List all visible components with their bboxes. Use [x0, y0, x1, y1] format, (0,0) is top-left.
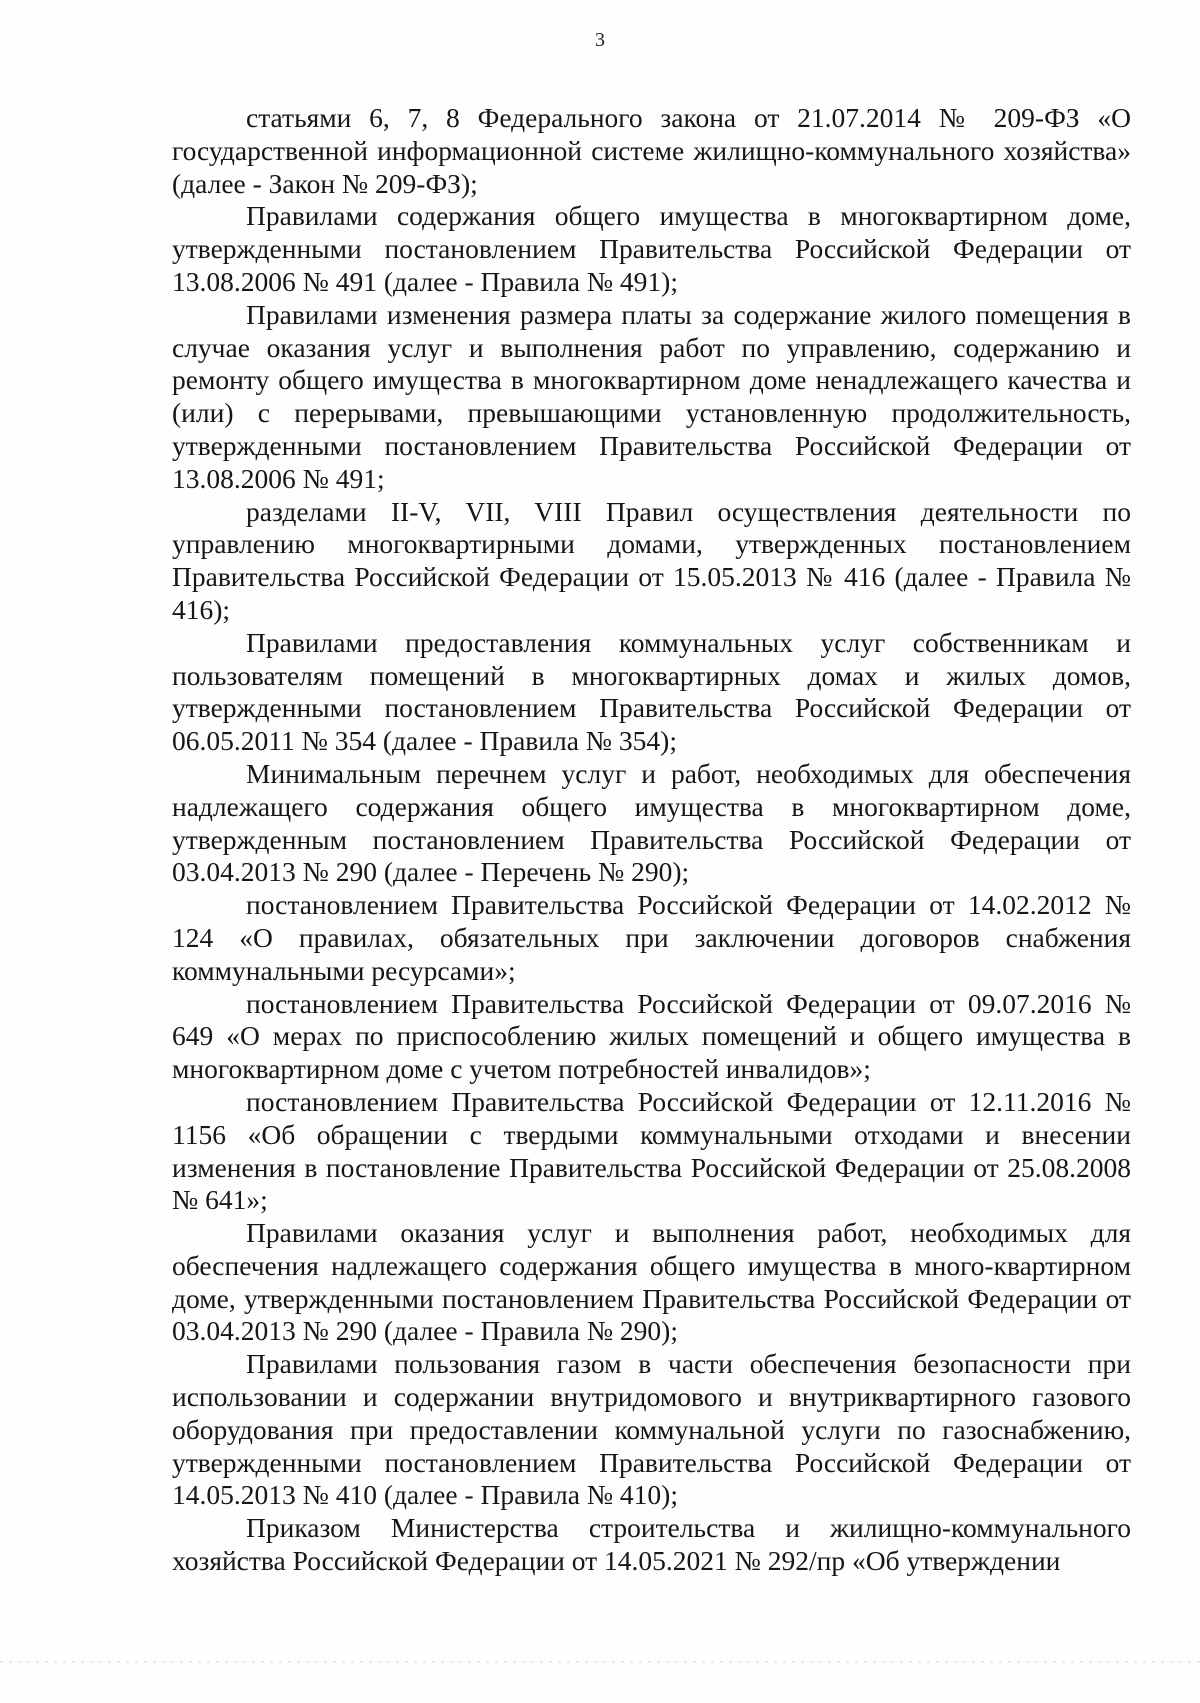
paragraph-resolution-649: постановлением Правительства Российской Федерации от 09.07.2016 № 649 «О мерах по приспособлению жилых помещений и общего имущества в многоквартирном доме с учетом потребностей инвалидов»;: [172, 987, 1131, 1085]
paragraph-rules-491: Правилами содержания общего имущества в многоквартирном доме, утвержденными постановлением Правительства Российской Федерации от 13.08.2006 № 491 (далее - Правила № 491);: [172, 200, 1131, 297]
paragraph-list-290: Минимальным перечнем услуг и работ, необходимых для обеспечения надлежащего содержания общего имущества в многоквартирном доме, утвержденным постановлением Правительства Российской Федерации от 03.04.2013 № 290 (далее - Перечень № 290);: [172, 757, 1131, 888]
paragraph-payment-change-rules: Правилами изменения размера платы за содержание жилого помещения в случае оказания услуг и выполнения работ по управлению, содержанию и ремонту общего имущества в многоквартирном доме ненадлежащего качества и (или) с перерывами, превышающими установленную продолжительность, утвержденными постановлением Правительства Российской Федерации от 13.08.2006 № 491;: [172, 298, 1131, 494]
paragraph-rules-290: Правилами оказания услуг и выполнения работ, необходимых для обеспечения надлежащего содержания общего имущества в много-квартирном доме, утвержденными постановлением Правительства Российской Федерации от 03.04.2013 № 290 (далее - Правила № 290);: [172, 1217, 1131, 1347]
paragraph-rules-410: Правилами пользования газом в части обеспечения безопасности при использовании и содержании внутридомового и внутриквартирного газового оборудования при предоставлении коммунальной услуги по газоснабжению, утвержденными постановлением Правительства Российской Федерации от 14.05.2013 № 410 (далее - Правила № 410);: [172, 1348, 1131, 1511]
page-number: 3: [595, 29, 605, 51]
paragraph-order-292: Приказом Министерства строительства и жилищно-коммунального хозяйства Российской Федерации от 14.05.2021 № 292/пр «Об утверждении: [172, 1512, 1131, 1577]
paragraph-rules-354: Правилами предоставления коммунальных услуг собственникам и пользователям помещений в многоквартирных домах и жилых домов, утвержденными постановлением Правительства Российской Федерации от 06.05.2011 № 354 (далее - Правила № 354);: [172, 626, 1131, 757]
paragraph-resolution-1156: постановлением Правительства Российской Федерации от 12.11.2016 № 1156 «Об обращении с твердыми коммунальными отходами и внесении изменения в постановление Правительства Российской Федерации от 25.08.2008 № 641»;: [172, 1085, 1131, 1216]
paragraph-rules-416: разделами II-V, VII, VIII Правил осуществления деятельности по управлению многоквартирными домами, утвержденных постановлением Правительства Российской Федерации от 15.05.2013 № 416 (далее - Правила № 416);: [172, 495, 1131, 625]
document-body: [172, 102, 1131, 1578]
scan-noise-line: [0, 1661, 1200, 1663]
paragraph-law-209: статьями 6, 7, 8 Федерального закона от 21.07.2014 № 209-ФЗ «О государственной информационной системе жилищно-коммунального хозяйства» (далее - Закон № 209-ФЗ);: [172, 102, 1131, 199]
paragraph-resolution-124: постановлением Правительства Российской Федерации от 14.02.2012 № 124 «О правилах, обязательных при заключении договоров снабжения коммунальными ресурсами»;: [172, 889, 1131, 986]
